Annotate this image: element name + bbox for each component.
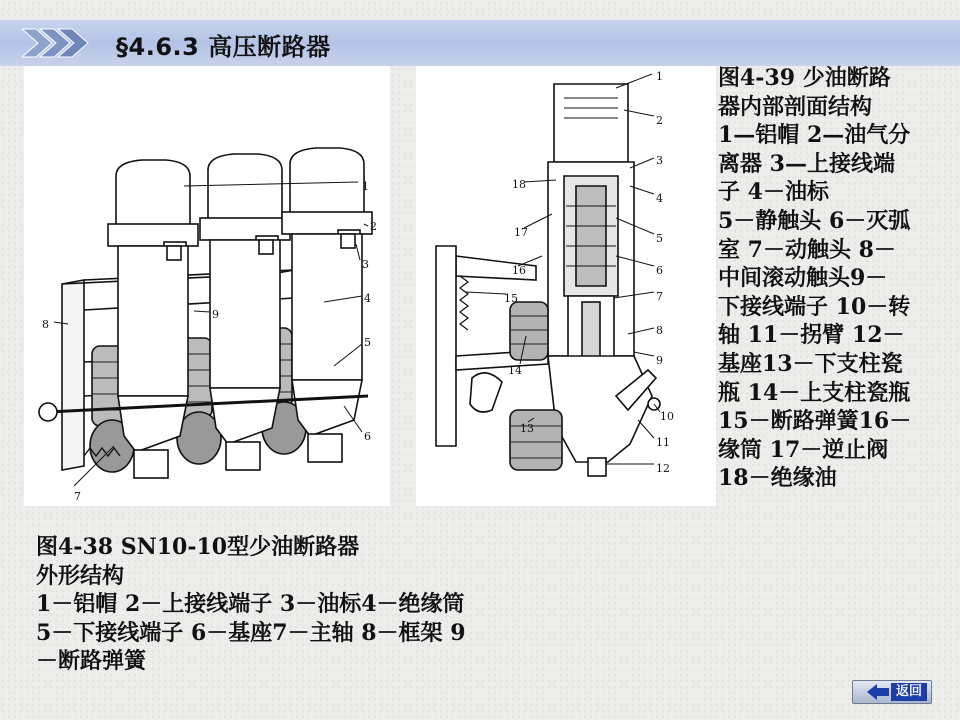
callout-number: 3 xyxy=(362,258,369,271)
caption-line: 基座13－下支柱瓷 xyxy=(718,350,903,377)
caption-line: 室 7－动触头 8－ xyxy=(718,236,896,263)
back-arrow-icon xyxy=(867,684,889,700)
figure-4-38-caption xyxy=(36,533,466,676)
caption-line: 中间滚动触头9－ xyxy=(718,265,888,292)
callout-number: 7 xyxy=(656,290,663,303)
callout-number: 1 xyxy=(362,180,369,193)
callout-number: 7 xyxy=(74,490,81,503)
figure-4-39-caption xyxy=(718,64,911,493)
caption-line: 5－下接线端子 6－基座7－主轴 8－框架 9 xyxy=(36,619,466,646)
callout-number: 2 xyxy=(370,220,377,233)
callout-number: 15 xyxy=(504,292,518,305)
callout-number: 18 xyxy=(512,178,526,191)
callout-number: 5 xyxy=(656,232,663,245)
callout-number: 11 xyxy=(656,436,670,449)
caption-line: 1－铝帽 2－上接线端子 3－油标4－绝缘筒 xyxy=(36,591,465,618)
callout-number: 16 xyxy=(512,264,526,277)
caption-line: －断路弹簧 xyxy=(36,648,147,675)
slide-title: §4.6.3 高压断路器 xyxy=(116,33,331,61)
caption-line: 1—铝帽 2—油气分 xyxy=(718,122,911,149)
caption-line: 缘筒 17－逆止阀 xyxy=(718,436,889,463)
caption-line: 瓶 14－上支柱瓷瓶 xyxy=(718,379,911,406)
callout-number: 9 xyxy=(656,354,663,367)
callout-number: 8 xyxy=(42,318,49,331)
callout-number: 4 xyxy=(364,292,371,305)
caption-line: 轴 11－拐臂 12－ xyxy=(718,322,905,349)
callout-number: 8 xyxy=(656,324,663,337)
caption-line: 15－断路弹簧16－ xyxy=(718,408,912,435)
caption-line: 外形结构 xyxy=(36,562,125,589)
callout-number: 6 xyxy=(364,430,371,443)
figure-4-38-breaker-exterior xyxy=(24,66,390,506)
caption-line: 离器 3—上接线端 xyxy=(718,150,895,177)
caption-line: 图4-39 少油断路 xyxy=(718,65,891,91)
callout-number: 5 xyxy=(364,336,371,349)
caption-line: 18－绝缘油 xyxy=(718,465,837,492)
callout-number: 4 xyxy=(656,192,663,205)
callout-number: 6 xyxy=(656,264,663,277)
caption-line: 子 4－油标 xyxy=(718,179,829,206)
callout-number: 14 xyxy=(508,364,522,377)
callout-number: 13 xyxy=(520,422,534,435)
caption-line: 图4-38 SN10-10型少油断路器 xyxy=(36,534,360,560)
callout-number: 1 xyxy=(656,70,663,83)
figure-4-39-breaker-section xyxy=(416,66,716,506)
caption-line: 器内部剖面结构 xyxy=(718,93,873,120)
back-button[interactable] xyxy=(852,680,932,704)
caption-line: 下接线端子 10－转 xyxy=(718,293,911,320)
back-button-label: 返回 xyxy=(891,683,927,701)
callout-number: 17 xyxy=(514,226,528,239)
callout-number: 9 xyxy=(212,308,219,321)
callout-number: 10 xyxy=(660,410,674,423)
callout-number: 12 xyxy=(656,462,670,475)
callout-number: 3 xyxy=(656,154,663,167)
callout-number: 2 xyxy=(656,114,663,127)
caption-line: 5－静触头 6－灭弧 xyxy=(718,207,911,234)
